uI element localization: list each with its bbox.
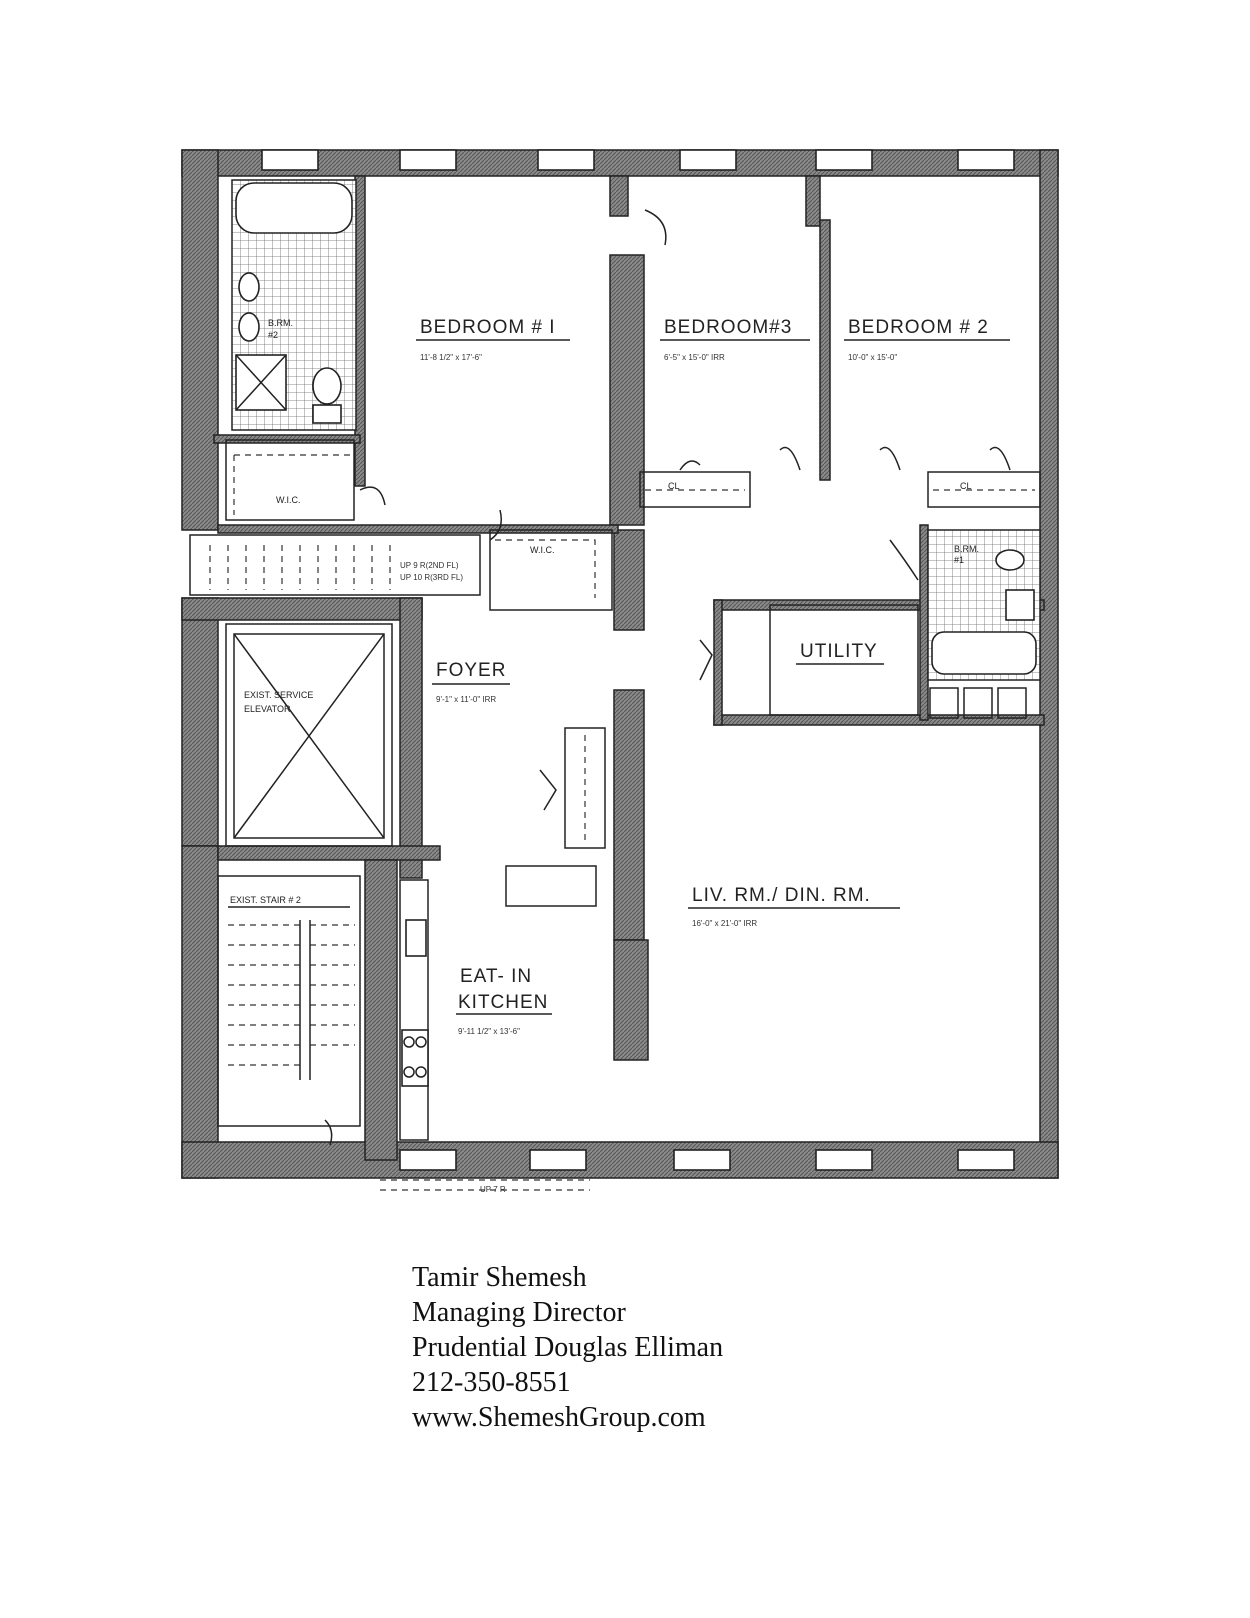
stair-up-bottom: UP 7 R bbox=[480, 1185, 506, 1194]
bath-1 bbox=[928, 530, 1040, 680]
contact-website: www.ShemeshGroup.com bbox=[412, 1402, 706, 1433]
bath-1-label: B.RM. bbox=[954, 544, 980, 554]
bath-1-number: #1 bbox=[954, 555, 965, 565]
bedroom-1-name: BEDROOM # I bbox=[420, 317, 556, 338]
contact-title: Managing Director bbox=[412, 1297, 626, 1328]
contact-phone: 212-350-8551 bbox=[412, 1367, 571, 1398]
stair-up-2nd: UP 9 R(2ND FL) bbox=[400, 561, 459, 570]
wic-left bbox=[226, 440, 354, 520]
contact-name: Tamir Shemesh bbox=[412, 1262, 587, 1293]
service-elevator-line2: ELEVATOR bbox=[244, 704, 291, 714]
wic-center-label: W.I.C. bbox=[530, 545, 555, 555]
contact-block bbox=[412, 1260, 723, 1435]
kitchen-line2: KITCHEN bbox=[458, 992, 549, 1013]
wic-center bbox=[490, 530, 612, 610]
stair-2-name: EXIST. STAIR # 2 bbox=[230, 895, 301, 905]
bath-2 bbox=[232, 180, 356, 430]
bath-2-number: #2 bbox=[268, 330, 279, 340]
contact-company: Prudential Douglas Elliman bbox=[412, 1332, 724, 1363]
foyer-closet bbox=[565, 728, 605, 848]
bedroom-3-dims: 6'-5" x 15'-0" IRR bbox=[664, 353, 725, 362]
bedroom-2-dims: 10'-0" x 15'-0" bbox=[848, 353, 898, 362]
living-name: LIV. RM./ DIN. RM. bbox=[692, 885, 871, 906]
service-elevator-line1: EXIST. SERVICE bbox=[244, 690, 314, 700]
bath-2-label: B.RM. bbox=[268, 318, 294, 328]
kitchen-line1: EAT- IN bbox=[460, 966, 533, 987]
wic-left-label: W.I.C. bbox=[276, 495, 301, 505]
utility-name: UTILITY bbox=[800, 641, 878, 662]
closets bbox=[640, 472, 1040, 507]
stair-up-3rd: UP 10 R(3RD FL) bbox=[400, 573, 463, 582]
closet-b3-label: CL bbox=[668, 481, 680, 491]
stair-2 bbox=[218, 876, 360, 1126]
foyer-dims: 9'-1" x 11'-0" IRR bbox=[436, 695, 497, 704]
foyer-name: FOYER bbox=[436, 660, 507, 681]
bedroom-2-name: BEDROOM # 2 bbox=[848, 317, 989, 338]
bedroom-1-dims: 11'-8 1/2" x 17'-6" bbox=[420, 353, 482, 362]
closet-b2-label: CL bbox=[960, 481, 972, 491]
kitchen-dims: 9'-11 1/2" x 13'-6" bbox=[458, 1027, 520, 1036]
bedroom-3-name: BEDROOM#3 bbox=[664, 317, 793, 338]
storage-cubbies bbox=[930, 688, 1026, 718]
living-dims: 16'-0" x 21'-0" IRR bbox=[692, 919, 758, 928]
service-elevator bbox=[226, 624, 392, 846]
